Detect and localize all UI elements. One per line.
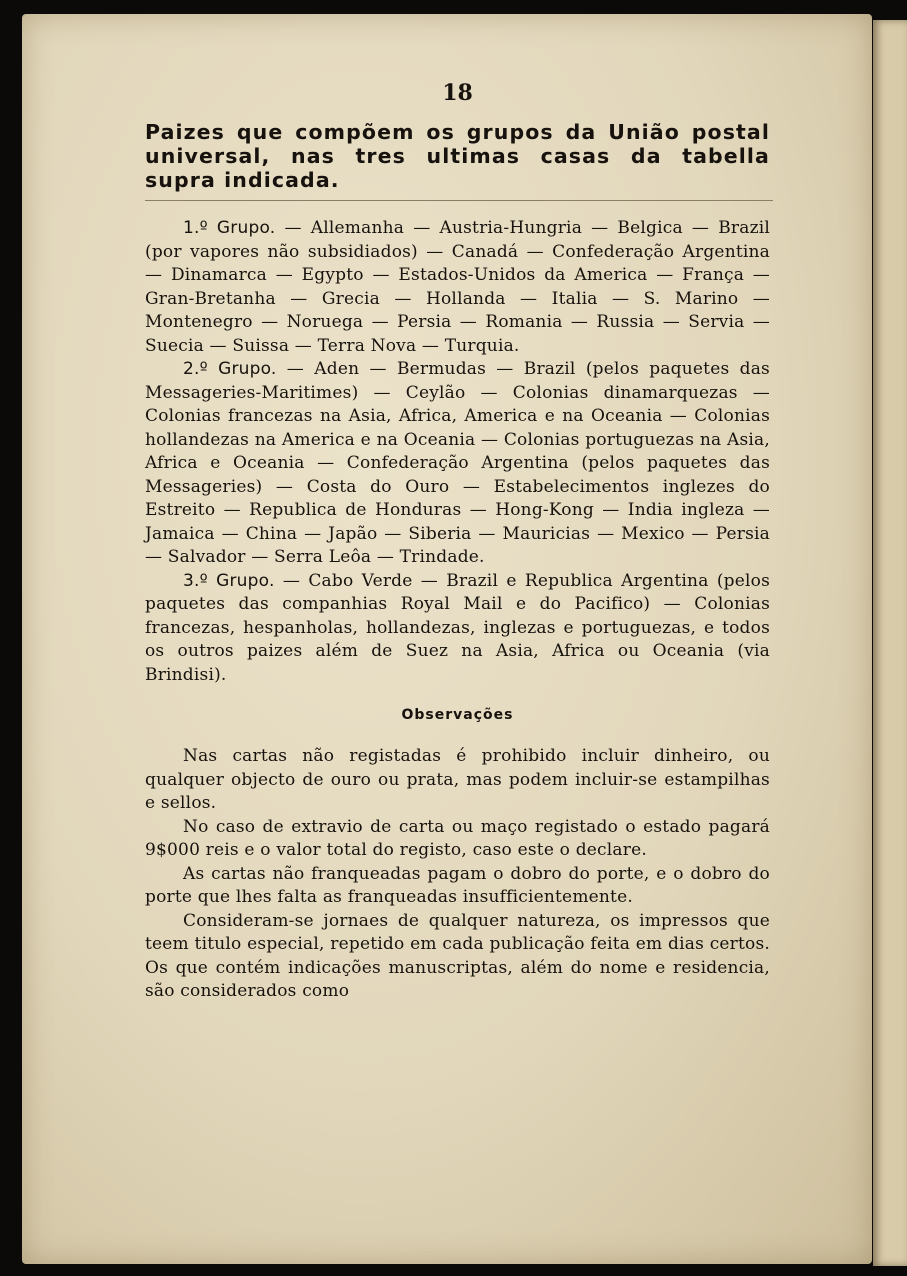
observation-paragraph: Consideram-se jornaes de qualquer natureza, os impressos que teem titulo especial, repetido em cada publicação feita em dias certos. Os que contém indicações manuscriptas, além do nome e residencia, são considerados como bbox=[145, 910, 770, 1001]
group-2-text: — Aden — Bermudas — Brazil (pelos paquetes das Messageries-Maritimes) — Ceylão — Colonias dinamarquezas — Colonias francezas na Asia, Africa, America e na Oceania — Colonias hollandezas na America e na Oceania — Colonias portuguezas na Asia, Africa e Oceania — Confederação Argentina (pelos paquetes das Messageries) — Costa do Ouro — Estabelecimentos inglezes do Estreito — Republica de Honduras — Hong-Kong — India ingleza — Jamaica — China — Japão — Siberia — Mauricias — Mexico — Persia — Salvador — Serra Leôa — Trindade. bbox=[145, 359, 770, 567]
group-2-label: 2.º Grupo. bbox=[183, 359, 277, 379]
group-3-label: 3.º Grupo. bbox=[183, 570, 275, 591]
group-1-label: 1.º Grupo. bbox=[183, 218, 276, 238]
page-number: 18 bbox=[442, 80, 473, 106]
observation-paragraph: Nas cartas não registadas é prohibido incluir dinheiro, ou qualquer objecto de ouro ou prata, mas podem incluir-se estampilhas e sellos. bbox=[145, 746, 770, 813]
observation-paragraph: As cartas não franqueadas pagam o dobro do porte, e o dobro do porte que lhes falta as franqueadas insufficientemente. bbox=[145, 863, 770, 907]
group-1-text: — Allemanha — Austria-Hungria — Belgica — Brazil (por vapores não subsidiados) — Canadá — Confederação Argentina — Dinamarca — Egypto — Estados-Unidos da America — França — Gran-Bretanha — Grecia — Hollanda — Italia — S. Marino — Montenegro — Noruega — Persia — Romania — Russia — Servia — Suecia — Suissa — Terra Nova — Turquia. bbox=[145, 218, 770, 356]
facing-page-edge bbox=[873, 20, 907, 1266]
group-3-paragraph bbox=[145, 570, 770, 688]
observations-title: Observações bbox=[401, 707, 514, 723]
group-1-paragraph bbox=[145, 217, 770, 358]
page-content bbox=[145, 80, 770, 1004]
group-3-text: — Cabo Verde — Brazil e Republica Argentina (pelos paquetes das companhias Royal Mail e do Pacifico) — Colonias francezas, hespanholas, hollandezas, inglezas e portuguezas, e todos os outros paizes além de Suez na Asia, Africa ou Oceania (via Brindisi). bbox=[145, 570, 771, 685]
heading-divider bbox=[145, 200, 773, 201]
group-2-paragraph bbox=[145, 358, 770, 570]
observation-paragraph: No caso de extravio de carta ou maço registado o estado pagará 9$000 reis e o valor total do registo, caso este o declare. bbox=[145, 816, 770, 860]
section-heading: Paizes que compõem os grupos da União postal universal, nas tres ultimas casas da tabella supra indicada. bbox=[145, 120, 770, 192]
